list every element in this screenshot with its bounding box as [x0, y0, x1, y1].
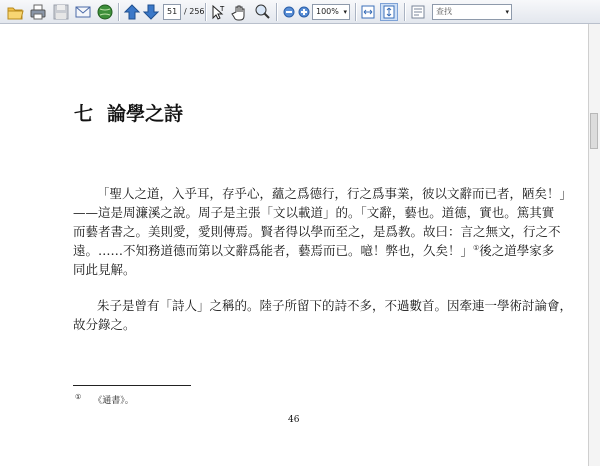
- toolbar-separator: [118, 3, 120, 21]
- print-icon[interactable]: [29, 3, 47, 21]
- svg-text:T: T: [220, 5, 225, 13]
- paragraph-line: 朱子是曾有「詩人」之稱的。陸子所留下的詩不多，不過數首。因牽連一學術討論會，: [97, 298, 573, 313]
- toolbar: [0, 0, 600, 24]
- vertical-scrollbar[interactable]: [588, 24, 600, 466]
- chapter-title: 論學之詩: [107, 103, 184, 125]
- paragraph-2: [73, 296, 573, 334]
- paragraph-1: [73, 184, 573, 279]
- page-up-icon[interactable]: [123, 3, 141, 21]
- paragraph-line: [73, 241, 555, 260]
- page-down-icon[interactable]: [142, 3, 160, 21]
- zoom-in-icon[interactable]: [295, 3, 313, 21]
- toolbar-separator: [276, 3, 278, 21]
- footnote-number: ①: [75, 393, 82, 401]
- paragraph-text: 遠。……不知務道德而第以文辭爲能者，藝焉而已。噫！弊也，久矣！」: [73, 243, 474, 258]
- email-icon[interactable]: [74, 3, 92, 21]
- open-folder-icon[interactable]: [6, 3, 24, 21]
- toolbar-separator: [205, 3, 207, 21]
- chapter-number: 七: [74, 103, 94, 125]
- zoom-select[interactable]: [312, 4, 350, 20]
- fit-width-icon[interactable]: [359, 3, 377, 21]
- search-input[interactable]: [432, 4, 512, 20]
- scrollbar-thumb[interactable]: [590, 113, 598, 149]
- paragraph-line: 「聖人之道，入乎耳，存乎心，蘊之爲德行，行之爲事業，彼以文辭而已者，陋矣！」: [97, 186, 573, 201]
- save-icon[interactable]: [52, 3, 70, 21]
- search-dropdown-icon[interactable]: ▾: [505, 8, 509, 16]
- paragraph-line: ——這是周濂溪之說。周子是主張「文以載道」的。「文辭，藝也。道德，實也。篤其實: [73, 205, 555, 220]
- footnote: [75, 393, 134, 406]
- web-icon[interactable]: [96, 3, 114, 21]
- select-text-icon[interactable]: [209, 3, 227, 21]
- hand-icon[interactable]: [231, 3, 249, 21]
- search-icon[interactable]: [409, 3, 427, 21]
- zoom-tool-icon[interactable]: [253, 3, 271, 21]
- paragraph-line: 故分錄之。: [73, 317, 136, 332]
- toolbar-separator: [355, 3, 357, 21]
- total-pages-label: / 256: [184, 7, 205, 16]
- current-page-input[interactable]: 51: [163, 4, 181, 20]
- paragraph-text: 後之道學家多: [479, 243, 555, 258]
- chevron-down-icon[interactable]: ▾: [343, 8, 347, 16]
- paragraph-line: 而藝者書之。美則愛，愛則傳焉。賢者得以學而至之，是爲教。故曰：言之無文，行之不: [73, 224, 561, 239]
- paragraph-line: 同此見解。: [73, 262, 136, 277]
- fit-page-icon[interactable]: [380, 3, 398, 21]
- footnote-marker[interactable]: ①: [473, 243, 480, 252]
- chapter-heading: [74, 99, 183, 126]
- footnote-text: 《通書》。: [93, 396, 134, 406]
- search-placeholder: 查找: [436, 7, 452, 16]
- toolbar-separator: [404, 3, 406, 21]
- footnote-divider: [73, 385, 191, 386]
- zoom-value: 100%: [316, 7, 339, 16]
- page-number: 46: [288, 415, 300, 425]
